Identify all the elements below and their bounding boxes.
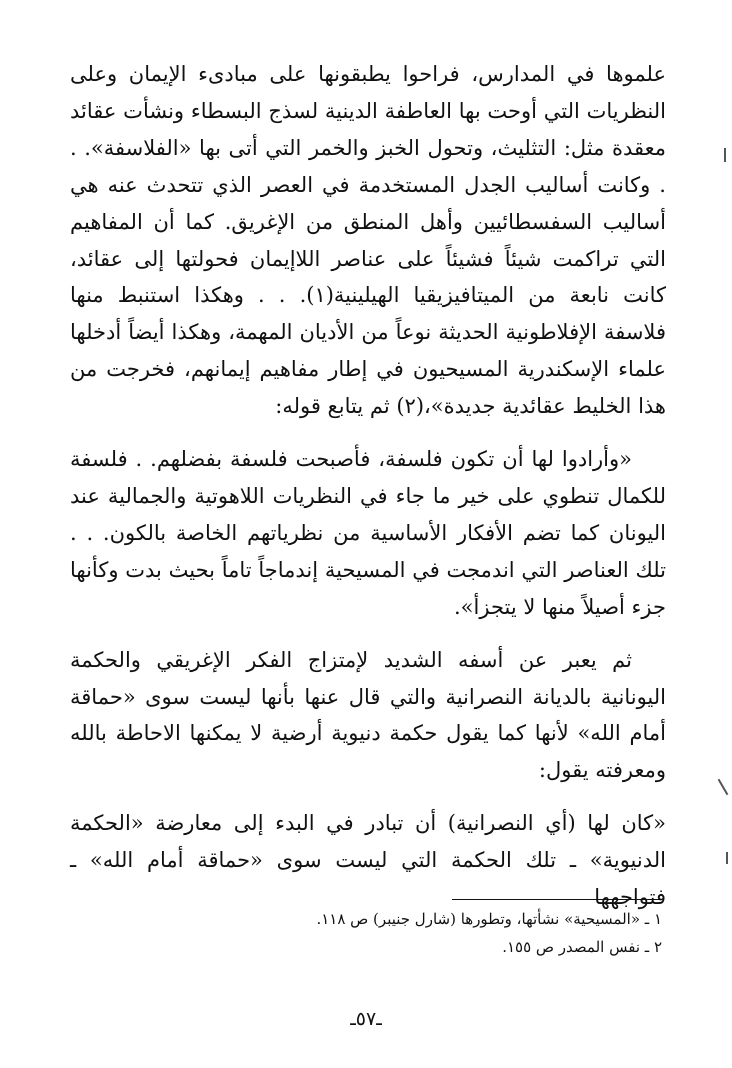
paragraph-1: علموها في المدارس، فراحوا يطبقونها على مبادىء الإيمان وعلى النظريات التي أوحت بها العاطفة الدينية لسذج البسطاء ونشأت عقائد معقدة مثل: التثليث، وتحول الخبز والخمر التي أتى بها «الفلاسفة». . . وكانت أساليب الجدل المستخدمة في العصر الذي تتحدث عنه هي أساليب السفسطائيين وأهل المنطق من الإغريق. كما أن المفاهيم التي تراكمت شيئاً فشيئاً على عناصر اللاإيمان فحولتها إلى عقائد، كانت نابعة من الميتافيزيقيا الهيلينية(١). . . وهكذا استنبط منها فلاسفة الإفلاطونية الحديثة نوعاً من الأديان المهمة، وهكذا أيضاً أدخلها علماء الإسكندرية المسيحيون في إطار مفاهيم إيمانهم، فخرجت من هذا الخليط عقائدية جديدة»،(٢) ثم يتابع قوله: [70,62,666,419]
margin-mark [724,148,726,162]
footnotes [66,905,662,961]
paragraph-4: «كان لها (أي النصرانية) أن تبادر في البدء إلى معارضة «الحكمة الدنيوية» ـ تلك الحكمة التي ليست سوى «حماقة أمام الله» ـ فتواجهها [70,811,666,910]
footnote-separator [452,899,662,900]
body-text [70,56,666,916]
paragraph-3: ثم يعبر عن أسفه الشديد لإمتزاج الفكر الإغريقي والحكمة اليونانية بالديانة النصرانية والتي قال عنها بأنها ليست سوى «حماقة أمام الله» لأنها كما يقول حكمة دنيوية أرضية لا يمكنها الاحاطة بالله ومعرفته يقول: [70,647,666,783]
margin-mark [718,779,729,796]
footnote-1: ١ ـ «المسيحية» نشأتها، وتطورها (شارل جنيبر) ص ١١٨. [316,910,662,928]
footnote-2: ٢ ـ نفس المصدر ص ١٥٥. [502,938,662,956]
paragraph-2: «وأرادوا لها أن تكون فلسفة، فأصبحت فلسفة بفضلهم. . فلسفة للكمال تنطوي على خير ما جاء في النظريات اللاهوتية والجمالية عند اليونان كما تضم الأفكار الأساسية من نظرياتهم الخاصة بالكون. . . تلك العناصر التي اندمجت في المسيحية إندماجاً تاماً بحيث بدت وكأنها جزء أصيلاً منها لا يتجزأ». [70,447,666,619]
margin-mark [726,852,728,864]
page-number: ـ٥٧ـ [350,1008,382,1030]
